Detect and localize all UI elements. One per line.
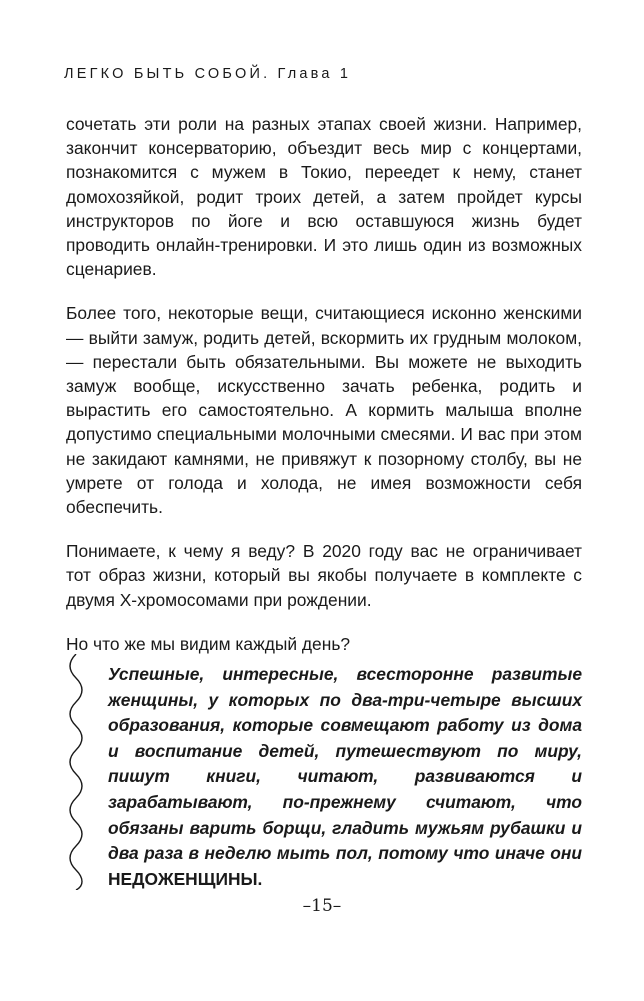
quote-text xyxy=(108,662,582,892)
page-number: –15– xyxy=(302,896,342,916)
wavy-line-decoration xyxy=(66,654,86,890)
paragraph: Но что же мы видим каждый день? xyxy=(66,633,351,654)
quote-body: Успешные, интересные, всесторонне развитые женщины, у которых по два-три-четыре высших образования, которые совмещают работу из дома и воспитание детей, путешествуют по миру, пишут книги, читают, развиваются и зарабатывают, по-прежнему считают, что обязаны варить борщи, гладить мужьям рубашки и два раза в неделю мыть пол, потому что иначе они xyxy=(108,664,582,864)
running-header: ЛЕГКО БЫТЬ СОБОЙ. Глава 1 xyxy=(64,66,352,82)
quote-emphasis: НЕДОЖЕНЩИНЫ. xyxy=(108,868,263,889)
body-text xyxy=(66,112,582,676)
paragraph: сочетать эти роли на разных этапах своей жизни. Например, закончит консерваторию, объездит весь мир с концертами, познакомится с мужем в Токио, переедет к нему, станет домохозяйкой, родит троих детей, а затем пройдет курсы инструкторов по йоге и всю оставшуюся жизнь будет проводить онлайн-тренировки. И это лишь один из возможных сценариев. xyxy=(66,114,582,280)
paragraph: Более того, некоторые вещи, считающиеся исконно женскими — выйти замуж, родить детей, вскормить их грудным молоком, — перестали быть обязательными. Вы можете не выходить замуж вообще, искусственно зачать ребенка, родить и вырастить его самостоятельно. А кормить малыша вполне допустимо специальными молочными смесями. И вас при этом не закидают камнями, не привяжут к позорному столбу, вы не умрете от голода и холода, не имея возможности себя обеспечить. xyxy=(66,303,582,518)
pull-quote xyxy=(66,654,584,890)
paragraph: Понимаете, к чему я веду? В 2020 году вас не ограничивает тот образ жизни, который вы якобы получаете в комплекте с двумя Х-хромосомами при рождении. xyxy=(66,541,582,610)
